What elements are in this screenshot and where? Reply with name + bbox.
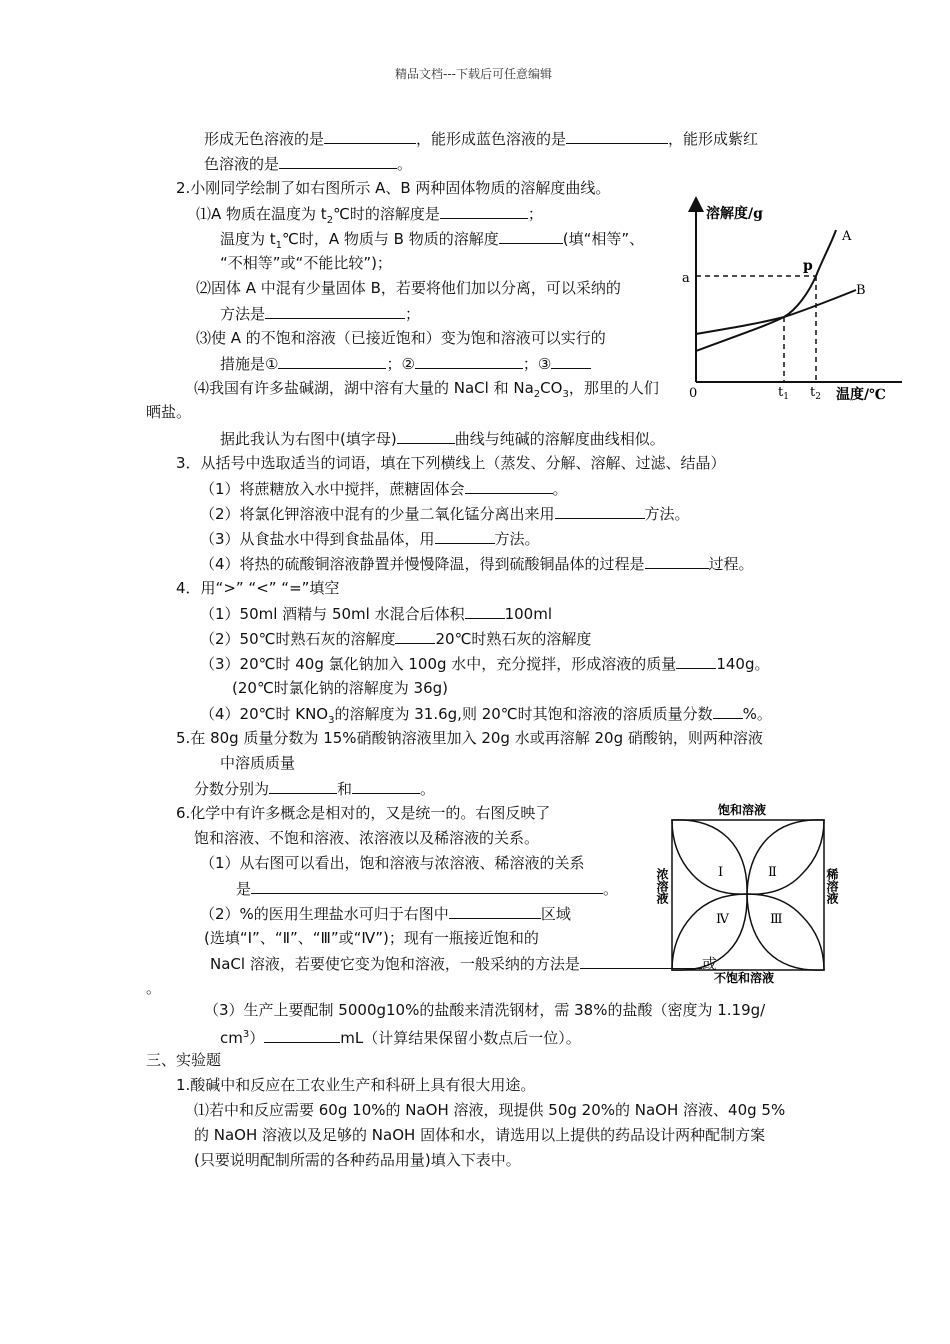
subscript: 3 xyxy=(328,715,335,726)
question-2: 2.小刚同学绘制了如右图所示 A、B 两种固体物质的溶解度曲线。 xyxy=(176,179,611,197)
line-2 xyxy=(204,153,412,174)
region-2: Ⅱ xyxy=(768,865,777,880)
blank[interactable] xyxy=(278,353,386,369)
leaf-bottom-right xyxy=(747,894,824,970)
text: 分数分别为 xyxy=(194,780,270,798)
a-label: a xyxy=(682,271,690,286)
text: 区域 xyxy=(540,905,571,923)
text: 形成无色溶液的是 xyxy=(204,130,325,148)
origin-label: 0 xyxy=(689,386,698,401)
q5-line3 xyxy=(194,778,435,799)
text: (填“相等”、 xyxy=(562,230,645,248)
region-1: Ⅰ xyxy=(718,865,724,880)
blank[interactable] xyxy=(352,778,420,794)
text: 方法。 xyxy=(494,530,540,548)
text: 方法。 xyxy=(644,505,690,523)
diagram-frame xyxy=(672,820,824,970)
q6-part2-c xyxy=(210,953,717,974)
text: ） xyxy=(249,1029,265,1047)
blank[interactable] xyxy=(713,703,743,719)
text: 或 xyxy=(701,955,717,973)
q2-part2: ⑵固体 A 中混有少量固体 B，若要将他们加以分离，可以采纳的 xyxy=(196,279,621,297)
text: 20℃时熟石灰的溶解度 xyxy=(435,630,592,648)
blank[interactable] xyxy=(324,128,416,144)
q3-part4 xyxy=(200,553,754,574)
text: 是 xyxy=(236,880,252,898)
curve-a xyxy=(696,230,836,351)
subscript: 2 xyxy=(533,389,541,400)
curve-a-label: A xyxy=(842,229,852,244)
blank[interactable] xyxy=(449,903,541,919)
q6-part1-b xyxy=(236,878,618,899)
subscript: 1 xyxy=(275,240,283,251)
experiment-1-line3: (只要说明配制所需的各种药品用量)填入下表中。 xyxy=(194,1151,521,1169)
q2-part4-b: 晒盐。 xyxy=(146,403,192,421)
text: 。 xyxy=(397,155,413,173)
blank[interactable] xyxy=(415,353,523,369)
text: cm xyxy=(220,1029,243,1047)
text: （1）将蔗糖放入水中搅拌，蔗糖固体会 xyxy=(200,480,465,498)
question-3: 3．从括号中选取适当的词语，填在下列横线上（蒸发、分解、溶解、过滤、结晶） xyxy=(176,454,726,472)
blank[interactable] xyxy=(566,128,668,144)
text: 过程。 xyxy=(708,555,754,573)
p-label: p xyxy=(803,258,813,274)
section-three-title: 三、实验题 xyxy=(146,1051,222,1069)
text: 的溶解度为 31.6g,则 20℃时其饱和溶液的溶质质量分数 xyxy=(334,705,713,723)
text: 据此我认为右图中(填字母) xyxy=(220,430,397,448)
experiment-1-line2: 的 NaOH 溶液以及足够的 NaOH 固体和水，请选用以上提供的药品设计两种配制方案 xyxy=(194,1126,766,1144)
q5-line2: 中溶质质量 xyxy=(220,754,296,772)
q2-part4-c xyxy=(220,428,665,449)
experiment-1: 1.酸碱中和反应在工农业生产和科研上具有很大用途。 xyxy=(176,1076,536,1094)
x-axis-label: 温度/℃ xyxy=(836,387,886,403)
q2-part1 xyxy=(196,203,543,231)
text: 。 xyxy=(420,780,436,798)
q3-part3 xyxy=(200,528,540,549)
blank[interactable] xyxy=(395,628,435,644)
blank[interactable] xyxy=(265,303,405,319)
t1-label: $t_1$ xyxy=(778,385,789,402)
region-4: Ⅳ xyxy=(716,912,729,927)
q6-part1: （1）从右图可以看出，饱和溶液与浓溶液、稀溶液的关系 xyxy=(200,854,585,872)
q2-part1-c: “不相等”或“不能比较”)； xyxy=(220,254,392,272)
blank[interactable] xyxy=(676,653,716,669)
q3-part1 xyxy=(200,478,568,499)
subscript: 2 xyxy=(326,215,334,226)
text: 温度为 t xyxy=(220,230,276,248)
blank[interactable] xyxy=(465,478,553,494)
text: CO xyxy=(540,379,563,397)
blank[interactable] xyxy=(251,878,603,894)
text: （2）将氯化钾溶液中混有的少量二氧化锰分离出来用 xyxy=(200,505,555,523)
text: ℃时，A 物质与 B 物质的溶解度 xyxy=(282,230,499,248)
blank[interactable] xyxy=(465,603,505,619)
q2-part3-b xyxy=(220,353,591,374)
page-header: 精品文档---下载后可任意编辑 xyxy=(395,67,552,81)
y-axis-label: 溶解度/g xyxy=(706,206,763,222)
blank[interactable] xyxy=(279,153,397,169)
q6-part3-b xyxy=(220,1025,581,1048)
text: NaCl 溶液，若要使它变为饱和溶液，一般采纳的方法是 xyxy=(210,955,580,973)
q6-line2: 饱和溶液、不饱和溶液、浓溶液以及稀溶液的关系。 xyxy=(194,829,540,847)
text: 100ml xyxy=(504,605,553,623)
curve-b xyxy=(696,290,856,334)
t2-label: $t_2$ xyxy=(810,385,821,402)
text: ⑴A 物质在温度为 t xyxy=(196,205,327,223)
superscript: 3 xyxy=(242,1029,250,1040)
question-4: 4．用“>” “<” “=”填空 xyxy=(176,579,340,597)
q2-part2-b xyxy=(220,303,420,324)
leaf-top-right xyxy=(747,820,824,894)
leaf-bottom-left xyxy=(672,894,747,970)
text: ，能形成紫红 xyxy=(668,130,759,148)
label-unsaturated: 不饱和溶液 xyxy=(714,971,775,985)
text: 方法是 xyxy=(220,305,266,323)
text: 140g。 xyxy=(716,655,770,673)
q4-part1 xyxy=(200,603,552,624)
text: ；③ xyxy=(522,355,552,373)
text: 曲线与纯碱的溶解度曲线相似。 xyxy=(454,430,665,448)
q2-part4 xyxy=(194,378,684,405)
label-concentrated: 浓溶液 xyxy=(655,868,669,904)
line-1 xyxy=(204,128,758,149)
text: mL（计算结果保留小数点后一位）。 xyxy=(340,1029,581,1047)
blank[interactable] xyxy=(555,503,645,519)
text: 色溶液的是 xyxy=(204,155,280,173)
blank[interactable] xyxy=(499,228,563,244)
curve-b-label: B xyxy=(856,283,866,298)
blank[interactable] xyxy=(551,353,591,369)
text: 措施是① xyxy=(220,355,279,373)
text: %。 xyxy=(742,705,772,723)
solution-relation-diagram xyxy=(650,798,844,986)
solubility-curve-figure xyxy=(676,196,906,406)
text: （4）20℃时 KNO xyxy=(200,705,329,723)
blank[interactable] xyxy=(435,528,495,544)
text: ，那里的人们 xyxy=(568,379,659,397)
blank[interactable] xyxy=(264,1027,340,1043)
text: （4）将热的硫酸铜溶液静置并慢慢降温，得到硫酸铜晶体的过程是 xyxy=(200,555,645,573)
q6-part3: （3）生产上要配制 5000g10%的盐酸来清洗钢材，需 38%的盐酸（密度为 1.19g/ xyxy=(204,1001,766,1019)
text: ⑷我国有许多盐碱湖，湖中溶有大量的 NaCl 和 Na xyxy=(194,379,534,397)
text: ； xyxy=(405,305,421,323)
region-3: Ⅲ xyxy=(770,912,783,927)
text: （1）50ml 酒精与 50ml 水混合后体积 xyxy=(200,605,465,623)
text: （2）50℃时熟石灰的溶解度 xyxy=(200,630,396,648)
text: ，能形成蓝色溶液的是 xyxy=(416,130,567,148)
text: 。 xyxy=(552,480,568,498)
q4-part4 xyxy=(200,703,772,731)
q4-part3 xyxy=(200,653,769,674)
q6-part2-b: (选填“Ⅰ”、“Ⅱ”、“Ⅲ”或“Ⅳ”)；现有一瓶接近饱和的 xyxy=(204,929,539,947)
text: ；② xyxy=(386,355,415,373)
text: （3）20℃时 40g 氯化钠加入 100g 水中，充分搅拌，形成溶液的质量 xyxy=(200,655,677,673)
q6-part2 xyxy=(200,903,571,924)
leaf-top-left xyxy=(672,820,747,894)
label-dilute: 稀溶液 xyxy=(825,868,839,904)
text: （2）%的医用生理盐水可归于右图中 xyxy=(200,905,449,923)
text: （3）从食盐水中得到食盐晶体，用 xyxy=(200,530,435,548)
subscript: 3 xyxy=(562,389,569,400)
blank[interactable] xyxy=(269,778,337,794)
text: 和 xyxy=(337,780,353,798)
question-5: 5.在 80g 质量分数为 15%硝酸钠溶液里加入 20g 水或再溶解 20g 硝酸钠，则两种溶液 xyxy=(176,729,763,747)
blank[interactable] xyxy=(645,553,709,569)
q6-part2-d: 。 xyxy=(146,979,162,997)
label-saturated: 饱和溶液 xyxy=(718,803,767,817)
text: ； xyxy=(527,205,543,223)
q4-part2 xyxy=(200,628,591,649)
blank[interactable] xyxy=(397,428,455,444)
question-6: 6.化学中有许多概念是相对的，又是统一的。右图反映了 xyxy=(176,804,551,822)
q3-part2 xyxy=(200,503,690,524)
experiment-1-part1: ⑴若中和反应需要 60g 10%的 NaOH 溶液，现提供 50g 20%的 NaOH 溶液、40g 5% xyxy=(194,1101,786,1119)
text: ℃时的溶解度是 xyxy=(333,205,440,223)
q2-part1-b xyxy=(220,228,644,256)
text: 。 xyxy=(603,880,619,898)
blank[interactable] xyxy=(440,203,528,219)
q4-part3-note: (20℃时氯化钠的溶解度为 36g) xyxy=(232,679,449,697)
q2-part3: ⑶使 A 的不饱和溶液（已接近饱和）变为饱和溶液可以实行的 xyxy=(196,329,606,347)
